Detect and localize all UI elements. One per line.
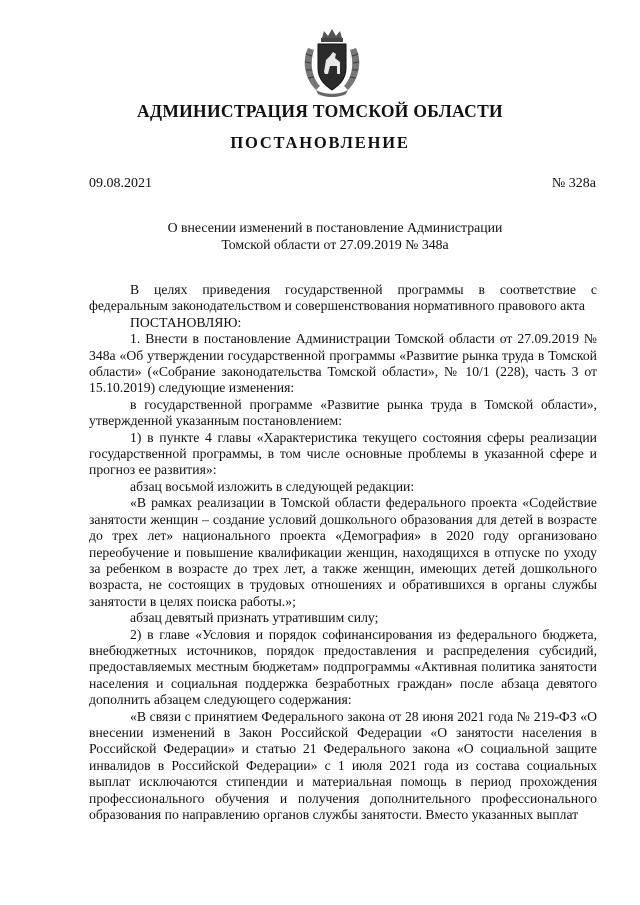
body-paragraph: абзац восьмой изложить в следующей редакции: [130,478,415,494]
document-number: № 328а [551,176,596,191]
body-paragraph: «В связи с принятием Федерального закона от 28 июня 2021 года № 219-ФЗ «О внесении изменений в Закон Российской Федерации «О занятости населения в Российской Федерации» и статью 21 Федерального закона «О социальной защите инвалидов в Российской Федерации» с 1 июля 2021 года из состава социальных выплат исключаются стипендии и материальная помощь в период прохождения профессионального обучения и получения дополнительного профессионального образования по направлению органов службы занятости. Вместо указанных выплат [89,708,597,822]
body-paragraph: в государственной программе «Развитие рынка труда в Томской области», утвержденной указанным постановлением: [89,396,597,429]
document-subject [120,219,550,253]
body-paragraph: «В рамках реализации в Томской области федерального проекта «Содействие занятости женщин – создание условий дошкольного образования для детей в возрасте до трех лет» национального проекта «Демография» в 2020 году организовано переобучение и повышение квалификации женщин, находящихся в отпуске по уходу за ребенком в возрасте до трех лет, а также женщин, имеющих детей дошкольного возраста, не состоящих в трудовых отношениях и обратившихся в органы службы занятости в целях поиска работы.»; [89,495,597,609]
decree-heading: ПОСТАНОВЛЯЮ: [130,314,242,330]
body-paragraph: 2) в главе «Условия и порядок софинансирования из федерального бюджета, внебюджетных источников, порядок предоставления и распределения субсидий, предоставляемых местным бюджетам» подпрограммы «Активная политика занятости населения и социальная поддержка безработных граждан» после абзаца девятого дополнить абзацем следующего содержания: [89,626,597,708]
body-paragraph: 1) в пункте 4 главы «Характеристика текущего состояния сферы реализации государственной программы, в том числе основные проблемы в указанной сфере и прогноз ее развития»: [89,429,597,478]
subject-line-1: О внесении изменений в постановление Администрации [167,220,503,235]
document-type: ПОСТАНОВЛЕНИЕ [230,133,410,152]
preamble-paragraph: В целях приведения государственной программы в соответствие с федеральным законодательством и совершенствования нормативного правового акта [89,282,597,314]
subject-line-2: Томской области от 27.09.2019 № 348а [221,237,449,252]
document-body [89,282,597,823]
document-date: 09.08.2021 [89,176,152,191]
body-paragraph: 1. Внести в постановление Администрации Томской области от 27.09.2019 № 348а «Об утверждении государственной программы «Развитие рынка труда в Томской области» («Собрание законодательства Томской области», № 10/1 (228), часть 3 от 15.10.2019) следующие изменения: [89,331,597,396]
body-paragraph: абзац девятый признать утратившим силу; [130,610,379,626]
organization-title: АДМИНИСТРАЦИЯ ТОМСКОЙ ОБЛАСТИ [137,101,503,121]
tomsk-coat-of-arms-icon [300,28,364,98]
